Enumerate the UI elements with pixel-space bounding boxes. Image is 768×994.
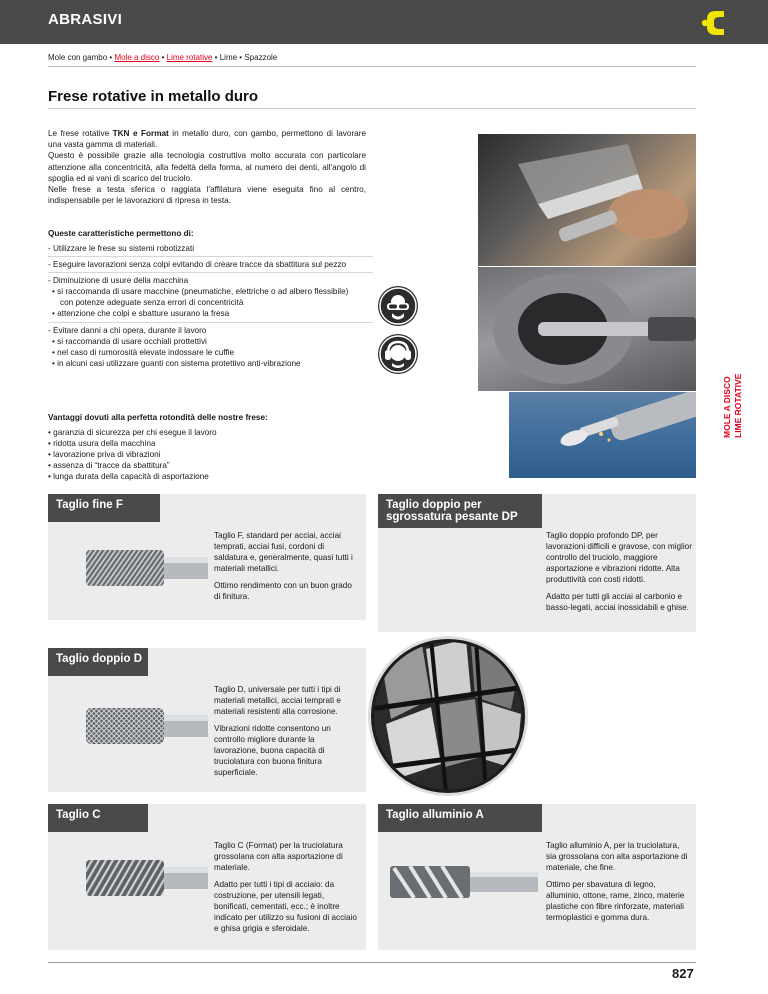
page-number: 827 [672,966,694,981]
breadcrumb-separator: • [161,53,165,62]
page-title: Frese rotative in metallo duro [48,88,259,105]
breadcrumb-separator: • [214,53,218,62]
burr-macro-photo [368,636,528,796]
panel-paragraph: Taglio F, standard per acciai, acciai temprati, acciai fusi, cordoni di saldatura e, generalmente, quasi tutti i materiali metallici. [214,531,353,573]
panel-paragraph: Adatto per tutti i tipi di acciaio: da costruzione, per utensili legati, bonificati, cementati, ecc.; è inoltre indicato per utilizzo su fusioni di acciaio e ghisa grigia e sferoidale. [214,880,357,933]
intro-paragraph-1 [48,128,366,150]
capability-item: - Eseguire lavorazioni senza colpi evitando di creare tracce da sbattitura sul pezzo [48,260,347,269]
panel-paragraph: Taglio D, universale per tutti i tipi di materiali metallici, acciai temprati e materiali resistenti alla corrosione. [214,685,341,716]
title-divider [48,108,696,109]
panel-description [214,530,360,602]
footer-divider [48,962,696,963]
ear-protection-icon [378,334,418,374]
breadcrumb-separator: • [239,53,243,62]
burr-fine-image [84,538,208,598]
capability-subitem: con potenze adeguate senza errori di concentricità [60,298,244,307]
capability-subitem: • si raccomanda di usare macchine (pneumatiche, elettriche o ad albero flessibile) [52,287,349,296]
capability-item: - Diminuizione di usure della macchina [48,276,189,285]
breadcrumb-link-mole-a-disco[interactable]: Mole a disco [114,53,160,62]
burr-double-image [84,696,208,756]
section-title: ABRASIVI [48,11,123,28]
panel-paragraph: Adatto per tutti gli acciai al carbonio e basso-legati, acciai inossidabili e ghise. [546,592,689,612]
panel-paragraph: Taglio alluminio A, per la truciolatura, sia grossolana con alta asportazione di materiale, che fine. [546,841,688,872]
breadcrumb-divider [48,66,696,67]
panel-title: Taglio doppio per sgrossatura pesante DP [378,494,542,528]
list-divider [48,256,373,257]
grinding-photo-2 [478,267,696,391]
advantage-item: • lunga durata della capacità di asportazione [48,472,209,481]
panel-description [214,840,360,934]
brand-logo-icon [700,8,730,38]
side-tab [718,322,748,442]
capabilities-heading: Queste caratteristiche permettono di: [48,229,194,238]
panel-taglio-fine [48,494,366,620]
intro-product-name: TKN e Format [112,129,169,138]
panel-taglio-c [48,804,366,950]
panel-description [546,530,692,613]
intro-text [48,128,366,206]
panel-title: Taglio alluminio A [378,804,542,832]
advantages-block [48,412,268,482]
breadcrumb [48,53,277,62]
capability-item-group [48,325,373,369]
advantage-item: • lavorazione priva di vibrazioni [48,450,161,459]
side-tab-line-1: MOLE A DISCO [722,376,732,438]
grinding-photo-1 [478,134,696,266]
panel-paragraph: Vibrazioni ridotte consentono un controllo migliore durante la lavorazione, buona capacità di truciolatura con buona finitura superficiale. [214,724,331,777]
panel-description [546,840,692,923]
panel-paragraph: Taglio C (Format) per la truciolatura grossolana con alta asportazione di materiale. [214,841,343,872]
list-divider [48,272,373,273]
advantage-item: • garanzia di sicurezza per chi esegue il lavoro [48,428,217,437]
intro-paragraph-3: Nelle frese a testa sferica o raggiata l'affilatura viene eseguita fino al centro, indispensabile per le lavorazioni di ripresa in testa. [48,185,366,206]
panel-paragraph: Taglio doppio profondo DP, per lavorazioni difficili e gravose, con miglior controllo del truciolo, maggiore asportazione e vibrazioni ridotte. Alta produttività con costi ridotti. [546,531,692,584]
side-tab-line-2: LIME ROTATIVE [733,373,743,438]
safety-goggles-icon [378,286,418,326]
breadcrumb-item-mole-con-gambo[interactable]: Mole con gambo [48,53,108,62]
panel-title: Taglio C [48,804,148,832]
capability-subitem: • nel caso di rumorosità elevate indossare le cuffie [52,348,235,357]
burr-c-image [84,848,208,908]
panel-taglio-doppio-dp [378,494,696,632]
grinding-photo-3 [509,392,696,478]
capability-item: - Utilizzare le frese su sistemi robotizzati [48,244,195,253]
panel-title: Taglio fine F [48,494,160,522]
breadcrumb-item-lime[interactable]: Lime [219,53,238,62]
panel-taglio-doppio-d [48,648,366,792]
page-header [0,0,768,44]
capability-item: - Evitare danni a chi opera, durante il lavoro [48,326,207,335]
intro-text-part: Le frese rotative [48,129,113,138]
panel-taglio-alluminio [378,804,696,950]
capability-subitem: • in alcuni casi utilizzare guanti con sistema protettivo anti-vibrazione [52,359,301,368]
panel-description [214,684,360,778]
breadcrumb-link-lime-rotative[interactable]: Lime rotative [166,53,213,62]
breadcrumb-item-spazzole[interactable]: Spazzole [244,53,278,62]
intro-paragraph-2: Questo è possibile grazie alla tecnologia costruttiva molto accurata con particolare attenzione alla concentricità, alla fedeltà della forma, al numero dei denti, all'angolo di spoglia ed ai vani di scarico del truciolo. [48,151,366,183]
capability-item-group [48,275,373,319]
advantages-heading: Vantaggi dovuti alla perfetta rotondità delle nostre frese: [48,413,268,422]
list-divider [48,322,373,323]
advantage-item: • assenza di “tracce da sbattitura” [48,461,170,470]
capability-subitem: • si raccomanda di usare occhiali prottettivi [52,337,207,346]
panel-paragraph: Ottimo per sbavatura di legno, alluminio, ottone, rame, zinco, materie plastiche con fibre rinforzate, materiali termoplastici e gomma dura. [546,880,685,922]
burr-aluminium-image [388,854,538,910]
breadcrumb-separator: • [109,53,113,62]
advantage-item: • ridotta usura della macchina [48,439,156,448]
intro-text-part: in metallo duro, con gambo, permettono di lavorare una vasta gamma di materiali. [48,129,367,150]
capability-subitem: • attenzione che colpi e sbatture usurano la fresa [52,309,230,318]
panel-paragraph: Ottimo rendimento con un buon grado di finitura. [214,581,352,601]
panel-title: Taglio doppio D [48,648,148,676]
